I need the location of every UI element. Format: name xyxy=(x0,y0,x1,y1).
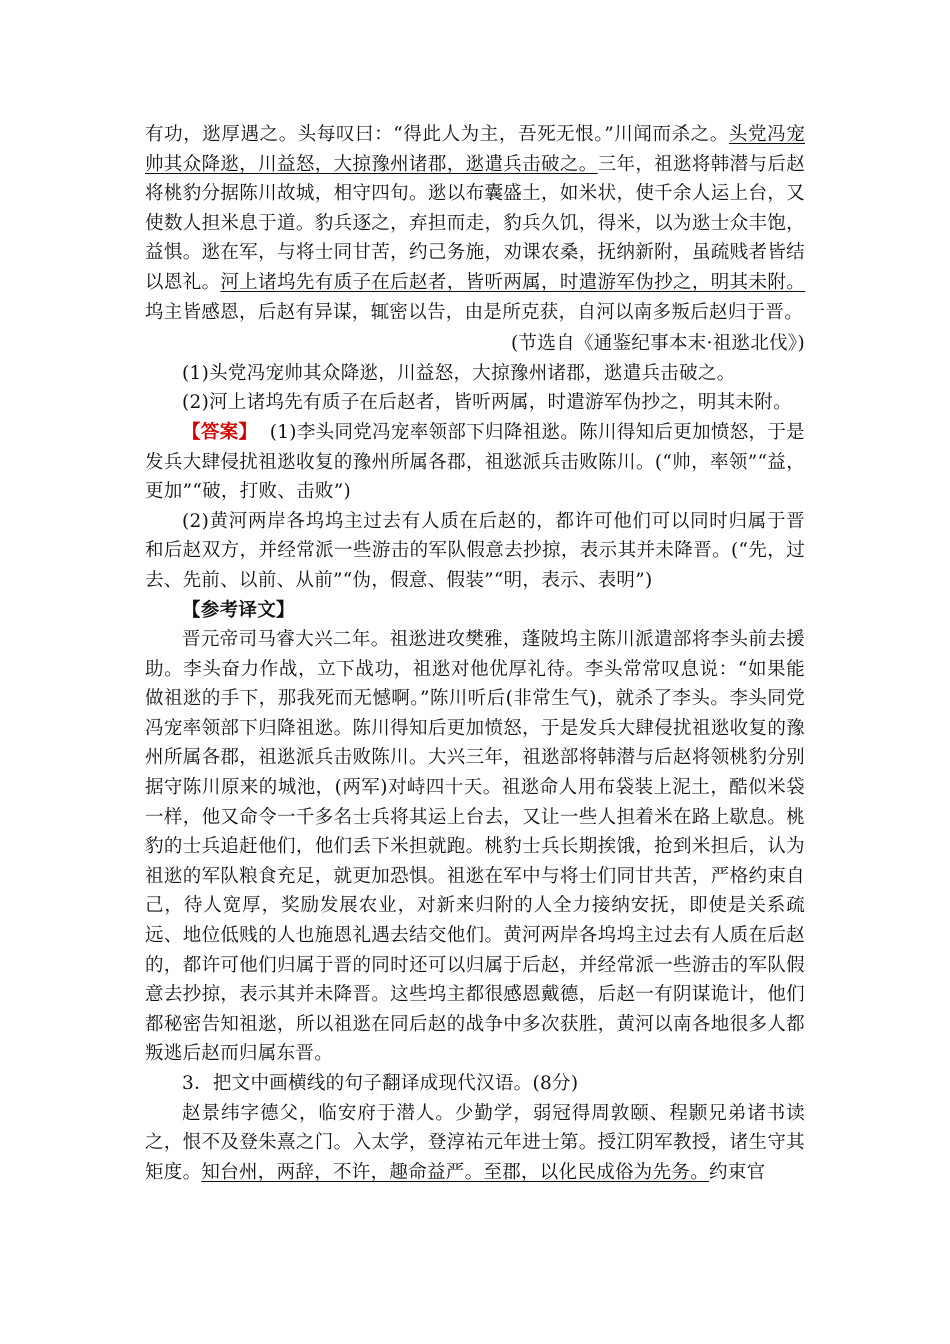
document-page xyxy=(145,120,805,1187)
underlined-sentence-3: 知台州，两辞，不许，趣命益严。至郡，以化民成俗为先务。 xyxy=(201,1161,710,1183)
underlined-sentence-1: 头党冯宠帅其众降逖，川益怒，大掠豫州诸郡，逖遣兵击破之。 xyxy=(145,124,805,175)
translation-text: 晋元帝司马睿大兴二年。祖逖进攻樊雅，蓬陂坞主陈川派遣部将李头前去援助。李头奋力作战，立下战功，祖逖对他优厚礼待。李头常常叹息说：“如果能做祖逖的手下，那我死而无憾啊。”陈川听后(非常生气)，就杀了李头。李头同党冯宠率领部下归降祖逖。陈川得知后更加愤怒，于是发兵大肆侵扰祖逖收复的豫州所属各郡，祖逖派兵击败陈川。大兴三年，祖逖部将韩潜与后赵将领桃豹分别据守陈川原来的城池，(两军)对峙四十天。祖逖命人用布袋装上泥土，酷似米袋一样，他又命令一千多名士兵将其运上台去，又让一些人担着米在路上歇息。桃豹的士兵追赶他们，他们丢下米担就跑。桃豹士兵长期挨饿，抢到米担后，认为祖逖的军队粮食充足，就更加恐惧。祖逖在军中与将士们同甘共苦，严格约束自己，待人宽厚，奖励发展农业，对新来归附的人全力接纳安抚，即使是关系疏远、地位低贱的人也施恩礼遇去结交他们。黄河两岸各坞坞主过去有人质在后赵的，都许可他们归属于晋的同时还可以归属于后赵，并经常派一些游击的军队假意去抄掠，表示其并未降晋。这些坞主都很感恩戴德，后赵一有阴谋诡计，他们都秘密告知祖逖，所以祖逖在同后赵的战争中多次获胜，黄河以南各地很多人都叛逃后赵而归属东晋。 xyxy=(145,629,805,1065)
passage-paragraph xyxy=(145,120,805,327)
question-3-prompt: 3．把文中画横线的句子翻译成现代汉语。(8分) xyxy=(182,1073,579,1094)
translation-heading: 【参考译文】 xyxy=(182,599,295,621)
passage-text: 有功，逖厚遇之。头每叹曰：“得此人为主，吾死无恨。”川闻而杀之。 xyxy=(145,124,729,145)
passage-text: 坞主皆感恩，后赵有异谋，辄密以告，由是所克获，自河以南多叛后赵归于晋。 xyxy=(145,301,804,323)
answer-tag: 【答案】 xyxy=(182,421,258,443)
passage-text: 三年，祖逖将韩潜与后赵将桃豹分据陈川故城，相守四旬。逖以布囊盛土，如米状，使千余人运上台，又使数人担米息于道。豹兵逐之，弃担而走，豹兵久饥，得米，以为逖士众丰饱，益惧。逖在军，与将士同甘苦，约己务施，劝课农桑，抚纳新附，虽疏贱者皆结以恩礼。 xyxy=(145,153,805,293)
question-2: (2)河上诸坞先有质子在后赵者，皆听两属，时遣游军伪抄之，明其未附。 xyxy=(182,392,792,414)
answer-1-text: (1)李头同党冯宠率领部下归降祖逖。陈川得知后更加愤怒，于是发兵大肆侵扰祖逖收复的豫州所属各郡，祖逖派兵击败陈川。(“帅，率领”“益，更加”“破，打败、击败”) xyxy=(145,421,805,503)
passage-2-paragraph xyxy=(145,1099,805,1188)
question-1: (1)头党冯宠帅其众降逖，川益怒，大掠豫州诸郡，逖遣兵击破之。 xyxy=(182,362,736,384)
answer-2: (2)黄河两岸各坞坞主过去有人质在后赵的，都许可他们可以同时归属于晋和后赵双方，并经常派一些游击的军队假意去抄掠，表示其并未降晋。(“先，过去、先前、以前、从前”“伪，假意、假装”“明，表示、表明”) xyxy=(145,510,805,591)
source-citation: (节选自《通鉴纪事本末·祖逖北伐》) xyxy=(511,333,805,355)
answer-1 xyxy=(145,418,805,507)
underlined-sentence-2: 河上诸坞先有质子在后赵者，皆听两属，时遣游军伪抄之，明其未附。 xyxy=(220,271,805,293)
passage-2-text: 约束官 xyxy=(709,1161,766,1183)
passage-2-text: 赵景纬字德父，临安府于潜人。少勤学，弱冠得周敦颐、程颢兄弟诸书读之，恨不及登朱熹之门。入太学，登淳祐元年进士第。授江阴军教授，诸生守其矩度。 xyxy=(145,1102,805,1183)
